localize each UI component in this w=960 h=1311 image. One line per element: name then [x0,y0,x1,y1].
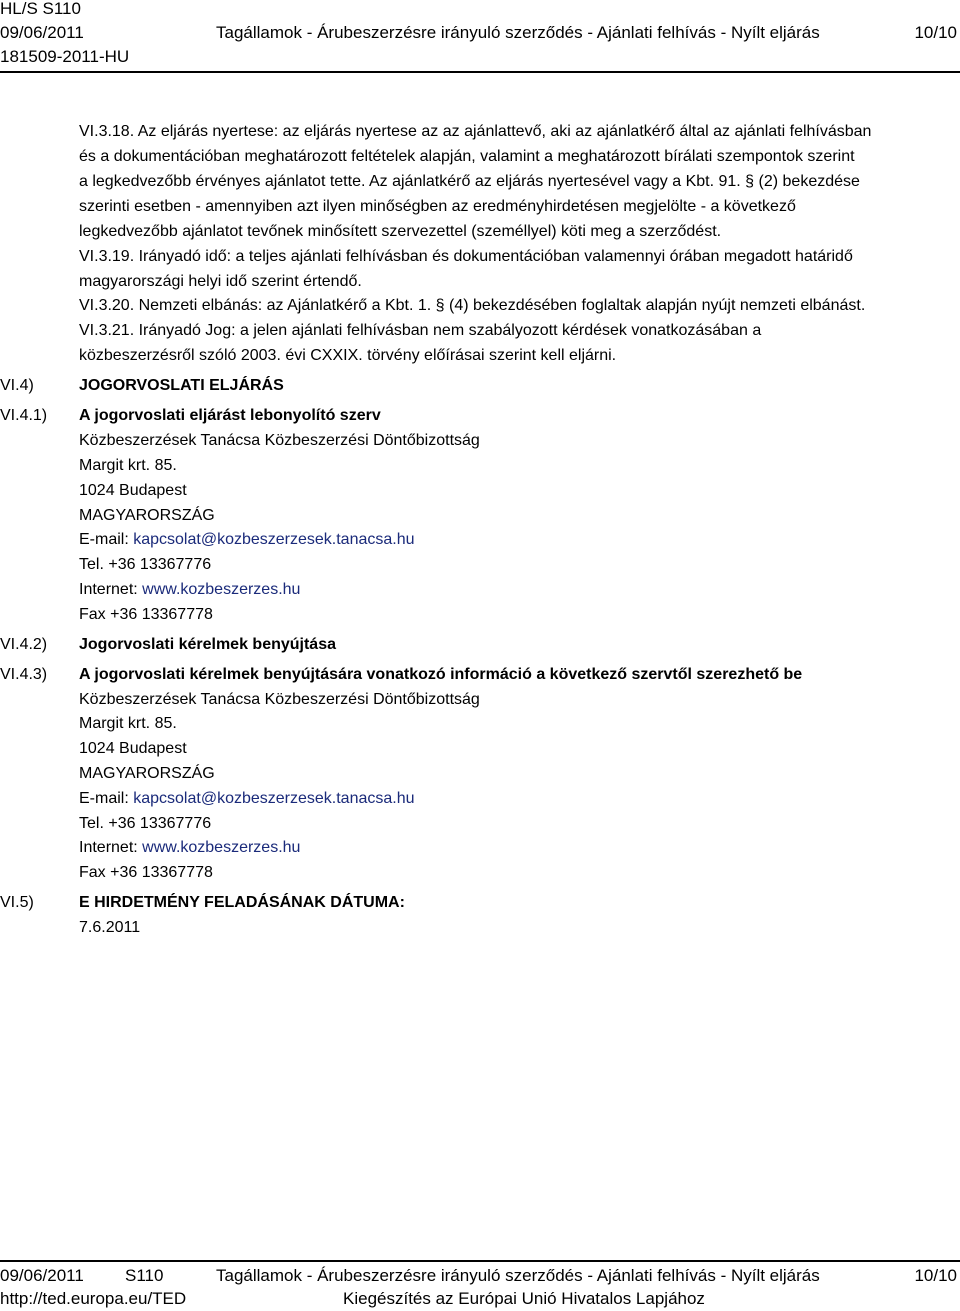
sub1-internet-label: Internet: [79,581,143,598]
sub3-street: Margit krt. 85. [79,715,177,732]
sub1-org: Közbeszerzések Tanácsa Közbeszerzési Döntőbizottság [79,432,480,449]
sub1-email-row [79,528,415,553]
sub3-fax: Fax +36 13367778 [79,864,213,881]
p18-line-2: és a dokumentációban meghatározott feltételek alapján, valamint a meghatározott bírálati szempontok szerint [79,148,855,165]
header-title: Tagállamok - Árubeszerzésre irányuló szerződés - Ajánlati felhívás - Nyílt eljárás [216,23,820,42]
sub3-email-link[interactable]: kapcsolat@kozbeszerzesek.tanacsa.hu [133,790,415,807]
p21-line-2: közbeszerzésről szóló 2003. évi CXXIX. törvény előírásai szerint kell eljárni. [79,347,617,364]
footer-title: Tagállamok - Árubeszerzésre irányuló szerződés - Ajánlati felhívás - Nyílt eljárás [216,1266,820,1285]
sub3-label: VI.4.3) [0,666,48,683]
header-page: 10/10 [914,23,957,42]
footer-page: 10/10 [914,1266,957,1285]
p18-line-1: VI.3.18. Az eljárás nyertese: az eljárás nyertese az az ajánlattevő, aki az ajánlatkérő által az ajánlati felhívásban [79,123,872,140]
section-5-date: 7.6.2011 [79,919,141,936]
p18-line-4: szerinti esetben - amennyiben azt ilyen minőségben az eredményhirdetésen megjelölte - a következő [79,198,796,215]
sub1-label: VI.4.1) [0,407,48,424]
sub1-heading: A jogorvoslati eljárást lebonyolító szerv [79,407,381,424]
p18-line-3: a legkedvezőbb érvényes ajánlatot tette. Az ajánlatkérő az eljárás nyertesével vagy a Kbt. 91. § (2) bekezdése [79,173,860,190]
sub2-label: VI.4.2) [0,636,48,653]
p20-line-1: VI.3.20. Nemzeti elbánás: az Ajánlatkérő a Kbt. 1. § (4) bekezdésében foglaltak alapján nyújt nemzeti elbánást. [79,297,866,314]
sub3-country: MAGYARORSZÁG [79,765,215,782]
sub3-city: 1024 Budapest [79,740,187,757]
sub1-email-link[interactable]: kapcsolat@kozbeszerzesek.tanacsa.hu [133,531,415,548]
footer-rule [0,1260,960,1262]
sub1-street: Margit krt. 85. [79,457,177,474]
p19-line-2: magyarországi helyi idő szerint értendő. [79,273,362,290]
sub1-tel: Tel. +36 13367776 [79,556,212,573]
sub1-fax: Fax +36 13367778 [79,606,213,623]
p18-line-5: legkedvezőbb ajánlatot tevőnek minősített szervezettel (személlyel) köti meg a szerződést. [79,223,722,240]
sub1-email-label: E-mail: [79,531,134,548]
p19-line-1: VI.3.19. Irányadó idő: a teljes ajánlati felhívásban és dokumentációban valamennyi órában megadott határidő [79,248,853,265]
header-rule [0,71,960,73]
sub3-tel: Tel. +36 13367776 [79,815,212,832]
sub2-heading: Jogorvoslati kérelmek benyújtása [79,636,336,653]
sub3-internet-row [79,836,300,861]
section-4-heading: JOGORVOSLATI ELJÁRÁS [79,377,284,394]
sub3-internet-link[interactable]: www.kozbeszerzes.hu [142,839,301,856]
sub3-email-row [79,787,415,812]
footer-publication: Kiegészítés az Európai Unió Hivatalos Lapjához [343,1289,705,1308]
sub1-city: 1024 Budapest [79,482,187,499]
footer-url[interactable]: http://ted.europa.eu/TED [0,1289,187,1308]
doc-code: HL/S S110 [0,0,81,18]
sub3-heading: A jogorvoslati kérelmek benyújtására vonatkozó információ a következő szervtől szerezhető be [79,666,803,683]
footer-date: 09/06/2011 [0,1266,84,1285]
sub3-org: Közbeszerzések Tanácsa Közbeszerzési Döntőbizottság [79,691,480,708]
footer-series: S110 [125,1266,164,1285]
notice-id: 181509-2011-HU [0,47,130,66]
section-4-label: VI.4) [0,377,34,394]
sub1-internet-link[interactable]: www.kozbeszerzes.hu [142,581,301,598]
header-date: 09/06/2011 [0,23,84,42]
sub3-internet-label: Internet: [79,839,143,856]
sub1-country: MAGYARORSZÁG [79,507,215,524]
sub3-email-label: E-mail: [79,790,134,807]
sub1-internet-row [79,578,300,603]
section-5-label: VI.5) [0,894,34,911]
section-5-heading: E HIRDETMÉNY FELADÁSÁNAK DÁTUMA: [79,894,405,911]
p21-line-1: VI.3.21. Irányadó Jog: a jelen ajánlati felhívásban nem szabályozott kérdések vonatkozásában a [79,322,762,339]
